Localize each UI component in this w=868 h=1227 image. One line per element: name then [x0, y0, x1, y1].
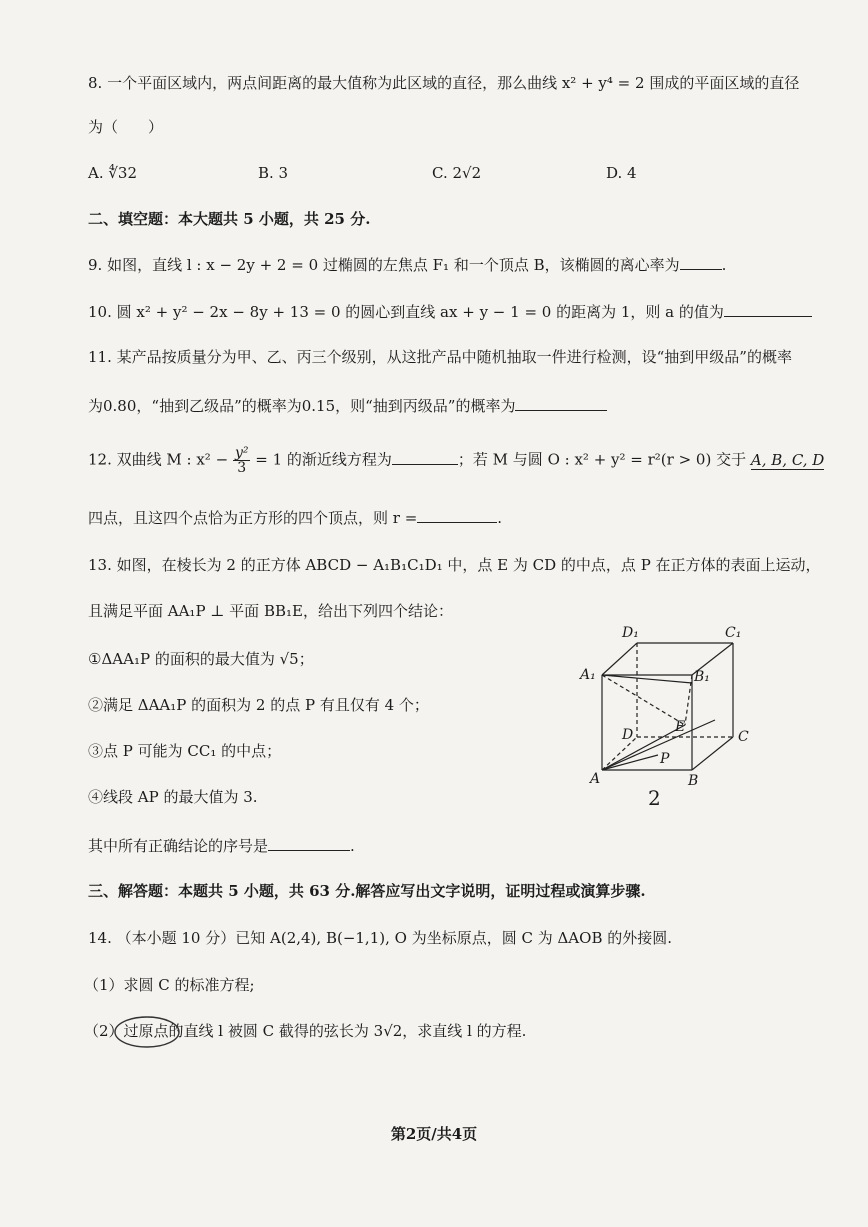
q8-option-c: C. 2√2: [432, 164, 482, 182]
q9-end: .: [721, 256, 727, 274]
q12-stem-line1: [88, 446, 824, 475]
q12-frac-num: y²: [234, 445, 249, 461]
q11-stem-line2: [88, 396, 607, 415]
q12-fraction: [233, 446, 251, 475]
q13-item-2: ②满足 ΔAA₁P 的面积为 2 的点 P 有且仅有 4 个；: [88, 696, 429, 714]
q8-option-a: A. ∜32: [88, 164, 138, 182]
q12-frac-den: 3: [237, 460, 247, 476]
q11-text: 为0.80，“抽到乙级品”的概率为0.15，则“抽到丙级品”的概率为: [88, 397, 516, 415]
q13-item-4: ④线段 AP 的最大值为 3.: [88, 788, 258, 806]
handwritten-circle-mark: [112, 1014, 182, 1050]
q10-text: 10. 圆 x² + y² − 2x − 8y + 13 = 0 的圆心到直线 ax + y − 1 = 0 的距离为 1，则 a 的值为: [88, 303, 724, 321]
q13-answer-blank[interactable]: [268, 836, 350, 851]
q13-conclusion-text: 其中所有正确结论的序号是: [88, 837, 269, 855]
cube-figure: [570, 615, 770, 810]
q9-stem: [88, 255, 726, 274]
q8-stem-line1: 8. 一个平面区域内，两点间距离的最大值称为此区域的直径，那么曲线 x² + y⁴ = 2 围成的平面区域的直径: [88, 74, 800, 92]
handwritten-note: 2: [648, 786, 661, 810]
q12-blank-2[interactable]: [417, 508, 497, 523]
q12-middle: ；若 M 与圆 O : x² + y² = r²(r > 0) 交于: [457, 450, 747, 469]
label-d1: D₁: [622, 625, 639, 641]
q13-item-1: ①ΔAA₁P 的面积的最大值为 √5；: [88, 650, 314, 668]
q14-part1: （1）求圆 C 的标准方程;: [84, 976, 255, 994]
q14-part2: （2）过原点的直线 l 被圆 C 截得的弦长为 3√2，求直线 l 的方程.: [84, 1022, 527, 1040]
q13-stem-line2: 且满足平面 AA₁P ⊥ 平面 BB₁E，给出下列四个结论：: [88, 602, 453, 620]
label-b: B: [688, 773, 699, 789]
q8-option-b: B. 3: [258, 164, 289, 182]
q8-stem-line2: 为（ ）: [88, 118, 164, 136]
label-a: A: [590, 771, 601, 787]
section-3-heading: 三、解答题：本题共 5 小题，共 63 分.解答应写出文字说明，证明过程或演算步骤.: [88, 882, 646, 900]
label-c1: C₁: [725, 625, 742, 641]
label-b1: B₁: [694, 669, 710, 685]
page-footer: 第2页/共4页: [390, 1125, 478, 1143]
q11-stem-line1: 11. 某产品按质量分为甲、乙、丙三个级别，从这批产品中随机抽取一件进行检测，设“抽到甲级品”的概率: [88, 348, 792, 366]
q13-end: .: [350, 837, 355, 855]
q14-stem: 14. （本小题 10 分）已知 A(2,4), B(−1,1), O 为坐标原点，圆 C 为 ΔAOB 的外接圆.: [88, 929, 672, 947]
q9-text: 9. 如图，直线 l : x − 2y + 2 = 0 过椭圆的左焦点 F₁ 和一个顶点 B，该椭圆的离心率为: [88, 256, 680, 274]
label-p: P: [660, 751, 670, 767]
q10-stem: [88, 302, 812, 321]
q12-blank-1[interactable]: [392, 450, 458, 465]
q10-answer-blank[interactable]: [724, 302, 812, 317]
q12-after-frac: = 1 的渐近线方程为: [255, 450, 392, 469]
q12-end: .: [497, 509, 503, 527]
q12-points: A, B, C, D: [750, 450, 825, 469]
q9-answer-blank[interactable]: [680, 255, 722, 270]
label-d: D: [622, 727, 634, 743]
label-a1: A₁: [580, 667, 596, 683]
q13-conclusion: [88, 836, 355, 855]
q13-item-3: ③点 P 可能为 CC₁ 的中点；: [88, 742, 282, 760]
q8-option-d: D. 4: [606, 164, 637, 182]
q11-answer-blank[interactable]: [515, 396, 607, 411]
label-e: E: [675, 719, 686, 735]
q12-line2: 四点，且这四个点恰为正方形的四个顶点，则 r =: [88, 509, 418, 527]
q13-stem-line1: 13. 如图，在棱长为 2 的正方体 ABCD − A₁B₁C₁D₁ 中，点 E 为 CD 的中点，点 P 在正方体的表面上运动，: [88, 556, 821, 574]
q12-stem-line2: [88, 508, 502, 527]
section-2-heading: 二、填空题：本大题共 5 小题，共 25 分.: [88, 210, 371, 228]
q12-prefix: 12. 双曲线 M : x² −: [88, 450, 229, 469]
label-c: C: [738, 729, 749, 745]
